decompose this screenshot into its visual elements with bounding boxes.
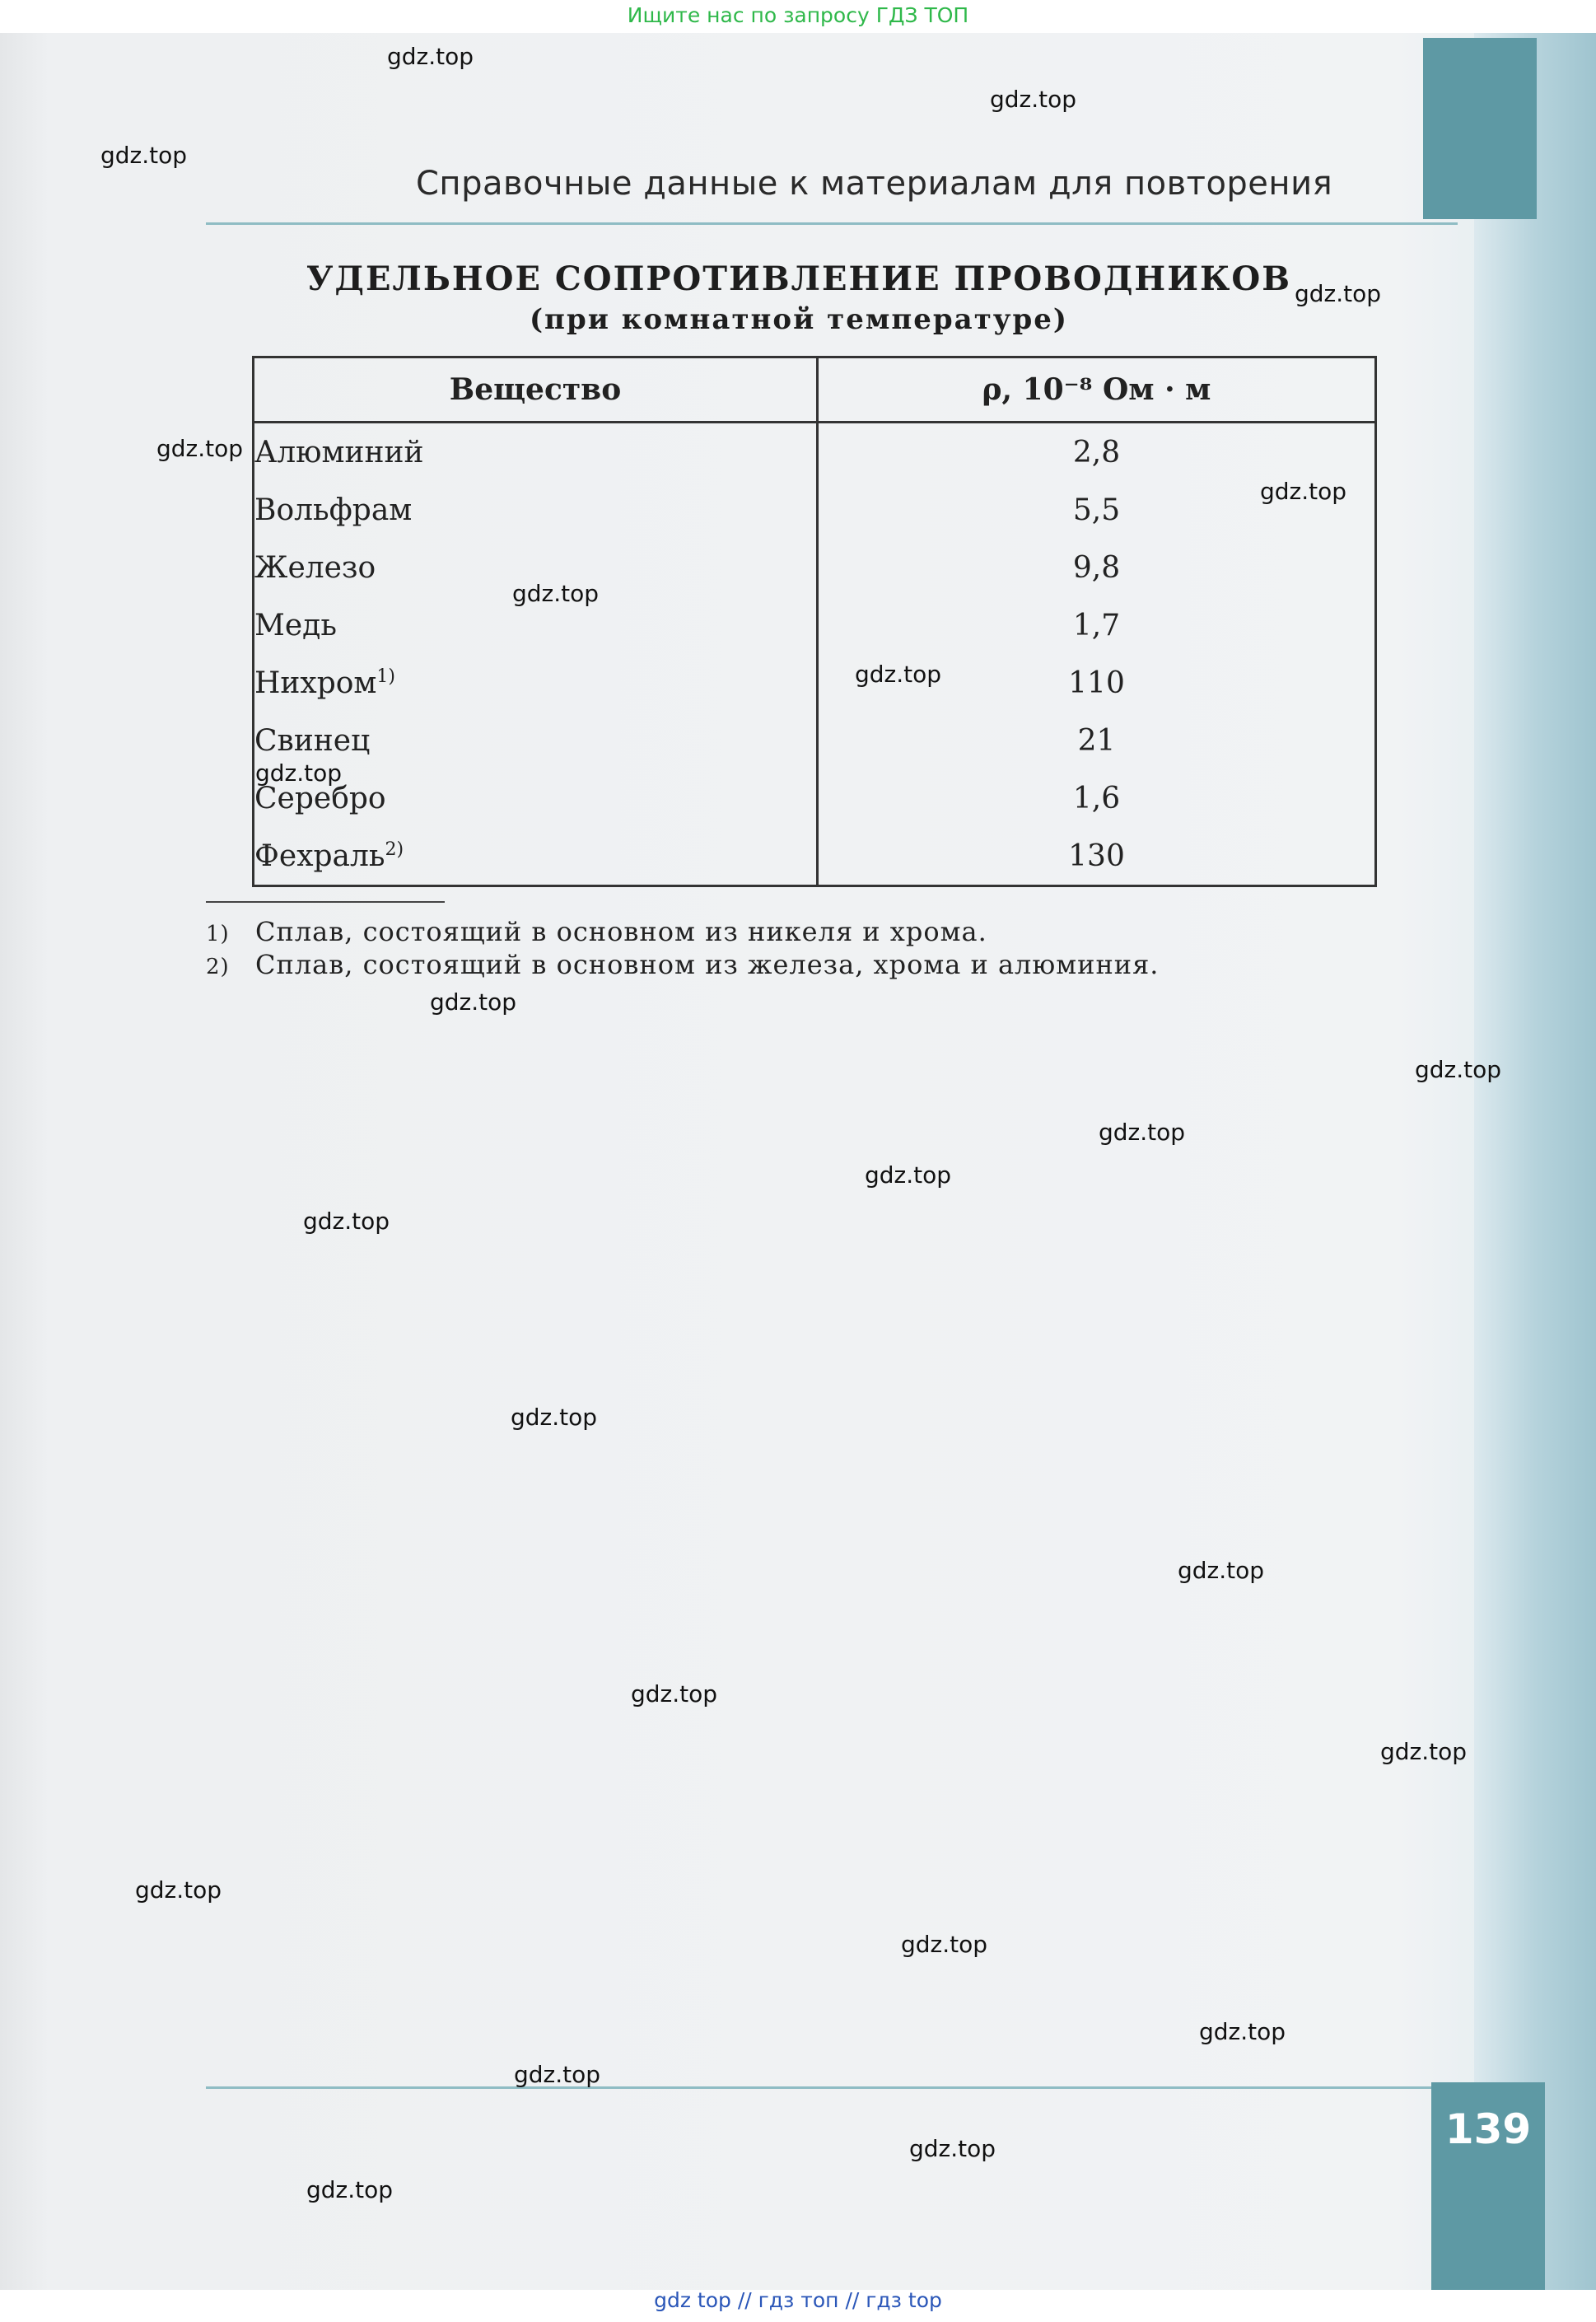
watermark: gdz.top [511,1404,598,1431]
footnote-reference: 1) [376,666,396,687]
resistivity-value: 5,5 [818,481,1376,539]
table-title: УДЕЛЬНОЕ СОПРОТИВЛЕНИЕ ПРОВОДНИКОВ [306,259,1292,298]
top-ad-text[interactable]: Ищите нас по запросу ГДЗ ТОП [627,3,969,27]
watermark: gdz.top [855,661,942,688]
watermark: gdz.top [100,142,188,169]
watermark: gdz.top [901,1931,988,1958]
section-header: Справочные данные к материалам для повторения [416,165,1333,203]
watermark: gdz.top [303,1208,390,1235]
watermark: gdz.top [156,435,244,462]
watermark: gdz.top [865,1161,952,1189]
column-header-substance: Вещество [254,357,818,423]
table-row [254,712,1376,769]
watermark: gdz.top [255,759,343,787]
footnote-marker: 1) [206,922,230,946]
footnote-reference: 2) [385,839,404,860]
table-row [254,654,1376,712]
column-header-resistivity: ρ, 10⁻⁸ Ом · м [818,357,1376,423]
watermark: gdz.top [1260,478,1347,505]
table-row [254,596,1376,654]
substance-name: Медь [254,608,337,642]
footnote-text: Сплав, состоящий в основном из железа, хрома и алюминия. [255,949,1160,980]
resistivity-value: 110 [818,654,1376,712]
watermark: gdz.top [631,1680,718,1708]
footnote-marker: 2) [206,955,230,979]
resistivity-value: 1,6 [818,769,1376,827]
table-subtitle: (при комнатной температуре) [529,303,1069,336]
substance-name: Свинец [254,723,371,758]
substance-cell [254,423,818,482]
resistivity-value: 2,8 [818,423,1376,482]
watermark: gdz.top [1415,1056,1502,1083]
header-divider [206,222,1458,225]
resistivity-table [252,356,1377,887]
table-row [254,423,1376,482]
table-row [254,539,1376,596]
watermark: gdz.top [909,2135,996,2162]
watermark: gdz.top [387,43,474,70]
watermark: gdz.top [135,1876,222,1904]
substance-cell [254,654,818,712]
substance-name: Серебро [254,781,386,815]
watermark: gdz.top [1099,1119,1186,1146]
table-row [254,827,1376,886]
watermark: gdz.top [1380,1738,1468,1765]
substance-name: Вольфрам [254,493,413,527]
footer-divider [206,2086,1458,2089]
table-row [254,481,1376,539]
resistivity-value: 1,7 [818,596,1376,654]
substance-name: Нихром [254,666,377,700]
watermark: gdz.top [430,988,517,1016]
watermark: gdz.top [990,86,1077,113]
footnote-rule [206,901,445,903]
substance-name: Железо [254,550,376,585]
right-edge-strip [1474,33,1596,2290]
resistivity-value: 9,8 [818,539,1376,596]
resistivity-value: 130 [818,827,1376,886]
footnote-1 [206,916,987,947]
substance-name: Фехраль [254,839,385,873]
substance-cell [254,481,818,539]
watermark: gdz.top [306,2176,394,2203]
footnote-text: Сплав, состоящий в основном из никеля и хрома. [255,916,987,947]
watermark: gdz.top [1295,280,1382,307]
watermark: gdz.top [514,2061,601,2088]
watermark: gdz.top [1199,2018,1286,2045]
resistivity-value: 21 [818,712,1376,769]
footnote-2 [206,949,1159,980]
watermark: gdz.top [1178,1557,1265,1584]
table-header-row [254,357,1376,423]
bottom-ad-text[interactable]: gdz top // гдз топ // гдз top [654,2288,942,2312]
substance-name: Алюминий [254,435,424,470]
table-row [254,769,1376,827]
substance-cell [254,827,818,886]
header-accent-block [1423,38,1537,219]
watermark: gdz.top [512,580,600,607]
page-number: 139 [1444,2105,1532,2153]
